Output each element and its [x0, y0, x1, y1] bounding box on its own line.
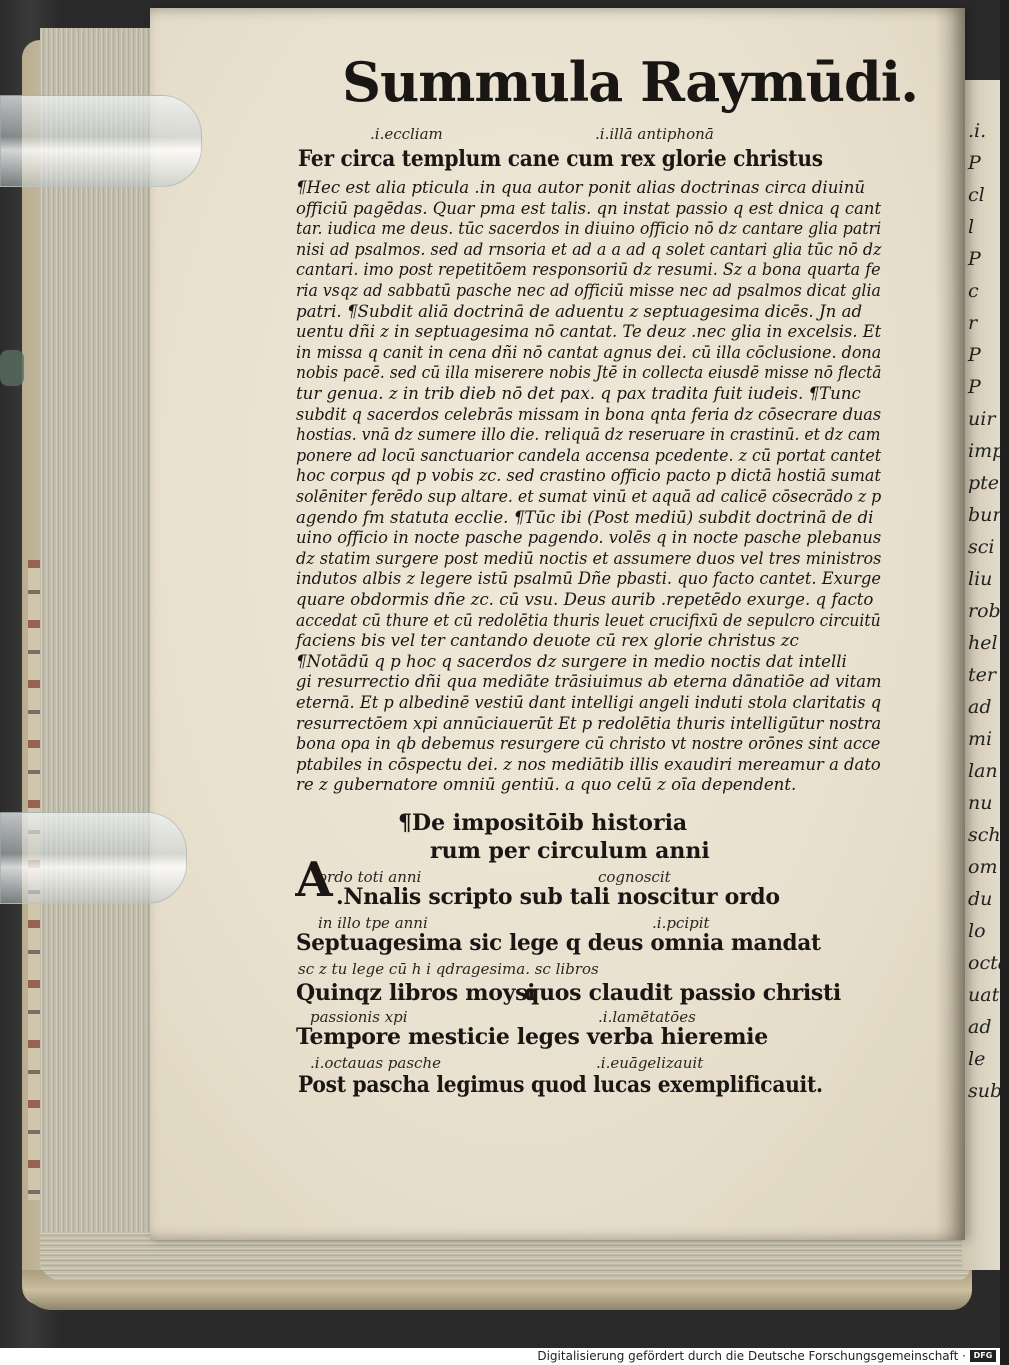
body-line: eternā. Et p albedinē vestiū dant intelligi angeli induti stola claritatis q	[296, 693, 882, 712]
body-line: ponere ad locū sanctuarior candela accensa pcedente. z cū portat cantet	[296, 445, 882, 465]
verse-line-4a: Quinqz libros moysi	[296, 980, 536, 1006]
facing-page-fragment: sub	[968, 1080, 1003, 1102]
gloss-line-2a: ordo toti anni	[318, 868, 422, 886]
body-line: accedat cū thure et cū redolētia thuris leuet crucifixū de sepulcro circuitū	[296, 610, 881, 630]
body-line: gi resurrectio dñi qua mediāte trāsiuimus ab eterna dānatiōe ad vitam	[296, 672, 882, 692]
facing-page-fragment: nu	[968, 792, 993, 814]
gloss-line-3b: .i.pcipit	[652, 914, 710, 932]
body-line: quare obdormis dñe zc. cū vsu. Deus aurib .repetēdo exurge. q facto	[296, 590, 874, 609]
facing-page-fragment: P	[968, 248, 981, 270]
body-line: solēniter ferēdo sup altare. et sumat vinū et aquā ad calicē cōsecrādo z p	[296, 487, 882, 506]
facing-page-fragment: liu	[968, 568, 993, 590]
page-running-title: Summula Raymūdi.	[342, 50, 919, 114]
body-line: dz statim surgere post mediū noctis et assumere duos vel tres ministros	[296, 548, 882, 568]
body-line: tur genua. z in trib dieb nō det pax. q pax tradita fuit iudeis. ¶Tunc	[296, 384, 861, 403]
facing-page-fragment: cl	[968, 184, 985, 206]
facing-page-fragment: uat	[968, 984, 1000, 1006]
body-line: ptabiles in cōspectu dei. z nos mediātib illis exaudiri mereamur a dato	[296, 754, 881, 774]
facing-page-fragment: P	[968, 152, 981, 174]
facing-page-fragment: ter	[968, 664, 996, 686]
verse-line-1: Fer circa templum cane cum rex glorie christus	[298, 146, 823, 172]
footer-credit: Digitalisierung gefördert durch die Deutsche Forschungsgemeinschaft ·	[537, 1349, 966, 1363]
gloss-line-6a: .i.octauas pasche	[310, 1054, 441, 1072]
body-line: officiū pagēdas. Quar pma est talis. qn instat passio q est dnica q cant	[296, 198, 882, 218]
gloss-line-1b: .i.illā antiphonā	[595, 125, 714, 143]
facing-page-fragment: du	[968, 888, 993, 910]
body-line: uentu dñi z in septuagesima nō cantat. Te deuz .nec glia in excelsis. Et	[296, 322, 882, 342]
facing-page-fragment: P	[968, 376, 981, 398]
facing-page-fragment: octa	[968, 952, 1009, 974]
body-line: hostias. vnā dz sumere illo die. reliquā dz reseruare in crastinū. et dz cam	[296, 425, 881, 445]
section-heading-line-1: ¶De impositōib historia	[398, 810, 688, 836]
facing-page-fragment: lo	[968, 920, 986, 942]
facing-page-fragment: ad	[968, 1016, 992, 1038]
gloss-line-5a: passionis xpi	[310, 1008, 408, 1026]
body-line: ria vsqz ad sabbatū pasche nec ad officiū misse nec ad psalmos dicat glia	[296, 281, 881, 300]
facing-page-fragment: sci	[968, 536, 995, 558]
verse-line-6: Post pascha legimus quod lucas exemplificauit.	[298, 1072, 823, 1098]
facing-page-fragment: uir	[968, 408, 996, 430]
body-line: patri. ¶Subdit aliā doctrinā de aduentu z septuagesima dicēs. Jn ad	[296, 301, 863, 321]
body-line: uino officio in nocte pasche pagendo. volēs q in nocte pasche plebanus	[296, 528, 882, 548]
verse-line-3: Septuagesima sic lege q deus omnia mandat	[296, 930, 821, 956]
facing-page-fragment: r	[968, 312, 978, 334]
facing-page-fragment: sch	[968, 824, 1001, 846]
facing-page-fragment: imp	[968, 440, 1005, 462]
body-line: nobis pacē. sed cū illa miserere nobis Jtē in collecta eiusdē misse nō flectā	[296, 363, 882, 383]
facing-page-fragment: le	[968, 1048, 986, 1070]
body-line: nisi ad psalmos. sed ad rnsoria et ad a a ad q solet cantari glia tūc nō dz	[296, 239, 882, 259]
body-line: faciens bis vel ter cantando deuote cū rex glorie christus zc	[296, 631, 799, 651]
facing-page-fragment: pte	[968, 472, 1000, 494]
book-clasp	[0, 350, 24, 386]
gloss-line-3a: in illo tpe anni	[318, 914, 428, 932]
section-heading-line-2: rum per circulum anni	[430, 838, 710, 864]
body-line: indutos albis z legere istū psalmū Dñe pbasti. quo facto cantet. Exurge	[296, 569, 882, 589]
dfg-logo: DFG	[970, 1350, 996, 1362]
body-line: ¶Hec est alia pticula .in qua autor ponit alias doctrinas circa diuinū	[296, 178, 866, 197]
facing-page-fragment: rob	[968, 600, 1001, 622]
facing-page-fragment: ad	[968, 696, 992, 718]
gloss-line-2b: cognoscit	[598, 868, 671, 886]
gloss-line-5b: .i.lamētatōes	[598, 1008, 696, 1026]
facing-page-fragment: om	[968, 856, 998, 878]
facing-page-fragment: l	[968, 216, 975, 238]
body-line: hoc corpus qd p vobis zc. sed crastino officio pacto p dictā hostiā sumat	[296, 466, 881, 486]
body-line: bona opa in qb debemus resurgere cū christo vt nostre orōnes sint acce	[296, 734, 881, 754]
gloss-line-1a: .i.eccliam	[370, 125, 443, 143]
page-edges	[40, 28, 165, 1293]
facing-page-fragment: c	[968, 280, 979, 302]
gloss-line-6b: .i.euāgelizauit	[596, 1054, 704, 1072]
body-line: subdit q sacerdos celebrās missam in bona qnta feria dz cōsecrare duas	[296, 404, 882, 424]
body-line: in missa q canit in cena dñi nō cantat agnus dei. cū illa cōclusione. dona	[296, 342, 882, 362]
body-line: ¶Notādū q p hoc q sacerdos dz surgere in medio noctis dat intelli	[296, 651, 847, 671]
glass-page-clip-top	[0, 95, 202, 187]
footer-bar	[0, 1348, 1000, 1365]
body-line: tar. iudica me deus. tūc sacerdos in diuino officio nō dz cantare glia patri	[296, 219, 882, 239]
facing-page-fragment: hel	[968, 632, 998, 654]
glass-page-clip-bottom	[0, 812, 187, 904]
facing-page-fragment: mi	[968, 728, 993, 750]
facing-page-fragment: lan	[968, 760, 998, 782]
body-line: resurrectōem xpi annūciauerūt Et p redolētia thuris intelligūtur nostra	[296, 713, 882, 733]
page-gutter-shadow	[935, 8, 965, 1240]
verse-line-4b: quos claudit passio christi	[524, 980, 841, 1006]
verse-line-5: Tempore mesticie leges verba hieremie	[296, 1024, 768, 1050]
facing-page-fragment: bur	[968, 504, 1002, 526]
facing-page-edge	[962, 80, 1009, 1270]
body-line: cantari. imo post repetitōem responsoriū dz resumi. Sz a bona quarta fe	[296, 260, 881, 280]
verse-line-2: .Nnalis scripto sub tali noscitur ordo	[336, 884, 780, 910]
body-line: agendo fm statuta ecclie. ¶Tūc ibi (Post mediū) subdit doctrinā de di	[296, 507, 874, 527]
decorated-initial: A	[295, 852, 333, 908]
facing-page-fragment: .i.	[968, 120, 987, 142]
gloss-line-4: sc z tu lege cū h i qdragesima. sc libros	[298, 960, 599, 978]
facing-page-fragment: P	[968, 344, 981, 366]
body-line: re z gubernatore omniū gentiū. a quo celū z oīa dependent.	[296, 775, 797, 795]
